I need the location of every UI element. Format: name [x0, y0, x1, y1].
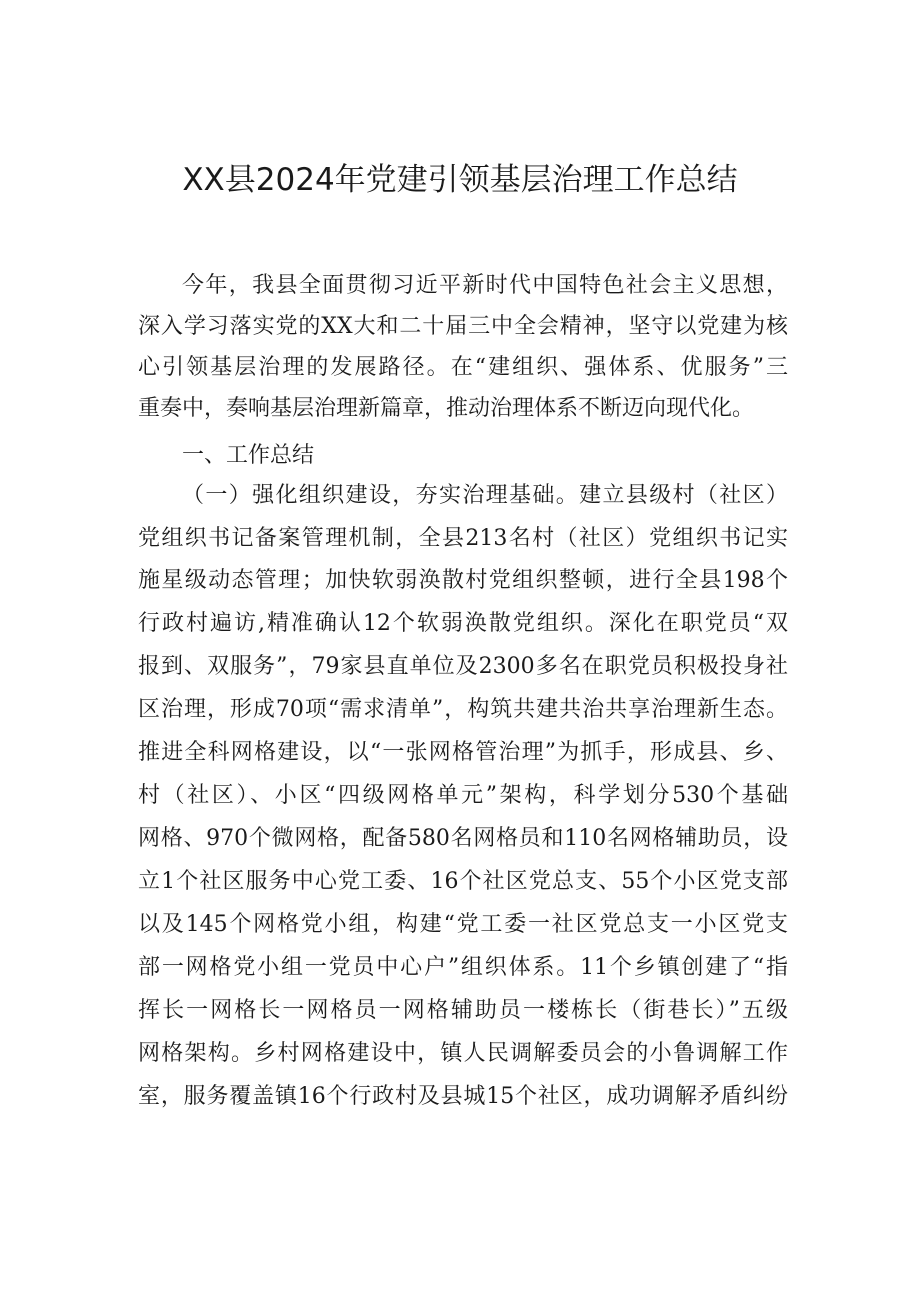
intro-line: 今年，我县全面贯彻习近平新时代中国特色社会主义思想， [182, 273, 788, 298]
body-line: 以及145个网格党小组，构建“党工委一社区党总支一小区党支 [138, 912, 788, 937]
body-line: 立1个社区服务中心党工委、16个社区党总支、55个小区党支部 [138, 869, 788, 894]
body-line: 网格架构。乡村网格建设中，镇人民调解委员会的小鲁调解工作 [138, 1041, 788, 1066]
intro-line: 心引领基层治理的发展路径。在“建组织、强体系、优服务”三 [138, 355, 788, 380]
body-line: 挥长一网格长一网格员一网格辅助员一楼栋长（街巷长）”五级 [138, 998, 788, 1023]
body-line: 村（社区）、小区“四级网格单元”架构，科学划分530个基础 [138, 783, 788, 808]
document-title: XX县2024年党建引领基层治理工作总结 [182, 162, 738, 198]
body-line: 施星级动态管理；加快软弱涣散村党组织整顿，进行全县198个 [138, 568, 788, 593]
body-line: 报到、双服务”，79家县直单位及2300多名在职党员积极投身社 [138, 654, 788, 679]
intro-line: 重奏中，奏响基层治理新篇章，推动治理体系不断迈向现代化。 [138, 396, 755, 421]
body-line: （一）强化组织建设，夯实治理基础。建立县级村（社区） [182, 483, 788, 508]
intro-line: 深入学习落实党的XX大和二十届三中全会精神，坚守以党建为核 [138, 314, 788, 339]
body-line: 区治理，形成70项“需求清单”，构筑共建共治共享治理新生态。 [138, 697, 788, 722]
body-line: 推进全科网格建设，以“一张网格管治理”为抓手，形成县、乡、 [138, 740, 788, 765]
body-line: 行政村遍访,精准确认12个软弱涣散党组织。深化在职党员“双 [138, 611, 788, 636]
body-line: 网格、970个微网格，配备580名网格员和110名网格辅助员，设 [138, 826, 788, 851]
section-heading: 一、工作总结 [182, 443, 315, 468]
body-line: 室，服务覆盖镇16个行政村及县城15个社区，成功调解矛盾纠纷 [138, 1084, 788, 1109]
body-line: 党组织书记备案管理机制，全县213名村（社区）党组织书记实 [138, 526, 788, 551]
body-line: 部一网格党小组一党员中心户”组织体系。11个乡镇创建了“指 [138, 955, 788, 980]
